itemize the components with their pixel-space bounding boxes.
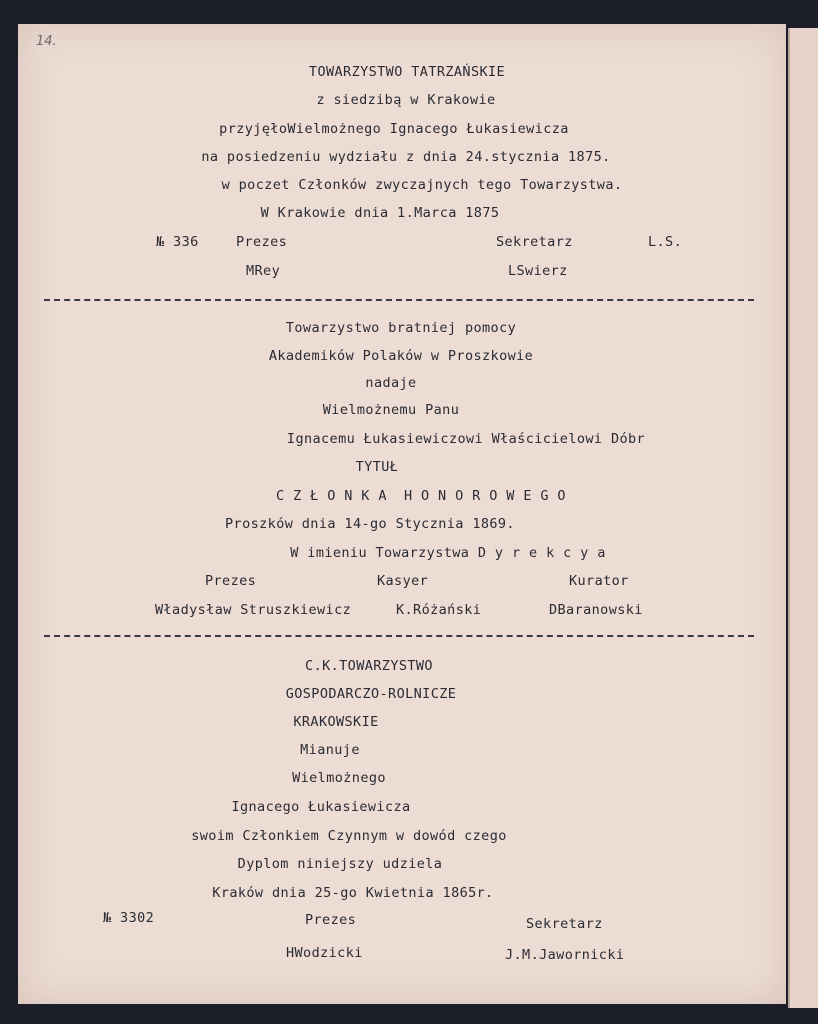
s1-line3: przyjęłoWielmożnego Ignacego Łukasiewicza — [219, 121, 569, 137]
s1-title: TOWARZYSTWO TATRZAŃSKIE — [308, 64, 506, 80]
s1-date: W Krakowie dnia 1.Marca 1875 — [260, 205, 500, 221]
s2-kurator-signature: DBaranowski — [549, 602, 643, 618]
s2-line4: Wielmożnemu Panu — [322, 402, 460, 418]
divider-1 — [44, 299, 754, 301]
s2-titul: TYTUŁ — [355, 459, 399, 475]
s3-line6: Ignacego Łukasiewicza — [231, 799, 411, 815]
s2-line2: Akademików Polaków w Proszkowie — [268, 348, 534, 364]
s1-line4: na posiedzeniu wydziału z dnia 24.stycznia 1875. — [201, 149, 611, 165]
s1-number: № 336 — [156, 234, 199, 250]
s1-sekretarz-signature: LSwierz — [508, 263, 568, 279]
s1-seal: L.S. — [648, 234, 683, 250]
divider-2 — [44, 635, 754, 637]
s2-prezes-signature: Władysław Struszkiewicz — [155, 602, 352, 618]
s2-line5: Ignacemu Łukasiewiczowi Właścicielowi Dóbr — [286, 431, 646, 447]
s1-prezes-signature: MRey — [246, 263, 281, 279]
s1-line5: w poczet Członków zwyczajnych tego Towarzystwa. — [221, 177, 623, 193]
s2-kurator-label: Kurator — [569, 573, 629, 589]
s3-sekretarz-label: Sekretarz — [526, 916, 603, 932]
s1-sekretarz-label: Sekretarz — [496, 234, 573, 250]
s3-prezes-label: Prezes — [305, 912, 357, 928]
s2-line3: nadaje — [365, 375, 417, 391]
s2-honorary-member: C Z Ł O N K A H O N O R O W E G O — [276, 488, 566, 504]
page-number: 14. — [36, 34, 57, 49]
s3-line4: Mianuje — [300, 742, 360, 758]
s1-prezes-label: Prezes — [236, 234, 288, 250]
s2-date: Proszków dnia 14-go Stycznia 1869. — [225, 516, 515, 532]
s3-sekretarz-signature: J.M.Jawornicki — [505, 947, 625, 963]
s3-line5: Wielmożnego — [292, 770, 386, 786]
s2-kasyer-label: Kasyer — [377, 573, 429, 589]
s2-line1: Towarzystwo bratniej pomocy — [285, 320, 517, 336]
s2-kasyer-signature: K.Różański — [396, 602, 482, 618]
s2-line9: W imieniu Towarzystwa D y r e k c y a — [290, 545, 606, 561]
s3-date: Kraków dnia 25-go Kwietnia 1865r. — [212, 885, 494, 901]
s3-prezes-signature: HWodzicki — [286, 945, 363, 961]
s3-line3: KRAKOWSKIE — [293, 714, 379, 730]
s3-line8: Dyplom niniejszy udziela — [237, 856, 443, 872]
s3-line2: GOSPODARCZO-ROLNICZE — [285, 686, 457, 702]
s2-prezes-label: Prezes — [205, 573, 257, 589]
s1-line2: z siedzibą w Krakowie — [316, 92, 496, 108]
s3-line7: swoim Członkiem Czynnym w dowód czego — [191, 828, 507, 844]
s3-line1: C.K.TOWARZYSTWO — [305, 658, 433, 674]
next-page-edge — [788, 28, 818, 1008]
s3-number: № 3302 — [103, 910, 155, 926]
